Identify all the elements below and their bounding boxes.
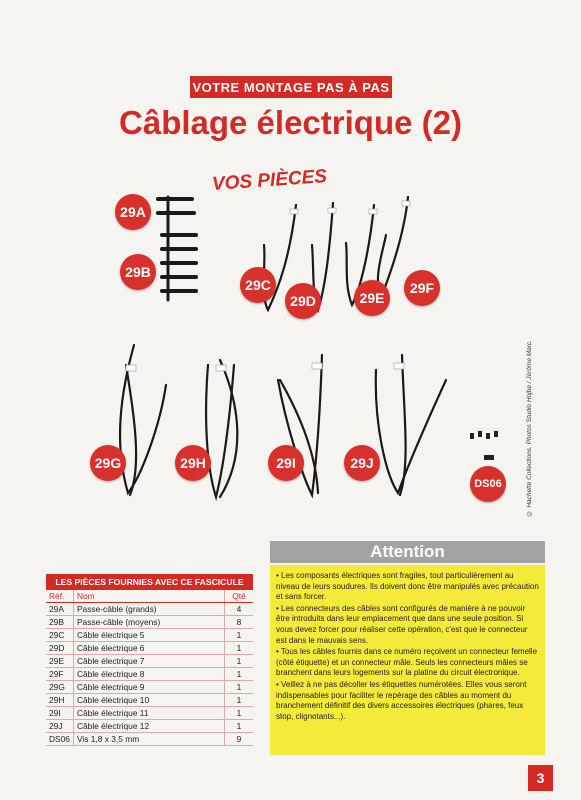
row-name: Câble électrique 11: [73, 707, 224, 720]
column-header-ref: Réf.: [46, 590, 73, 603]
table-row: [46, 681, 253, 694]
piece-label-29a: 29A: [115, 194, 151, 230]
photo-credit: © Hachette Collections. Photos Studio Hojbe / Jérôme Marc.: [526, 340, 533, 517]
pieces-heading: VOS PIÈCES: [211, 166, 328, 195]
attention-heading: Attention: [270, 541, 545, 563]
row-qty: 1: [225, 642, 254, 655]
row-ref: 29B: [46, 616, 73, 629]
row-ref: 29C: [46, 629, 73, 642]
row-name: Câble électrique 9: [73, 681, 224, 694]
row-ref: 29J: [46, 720, 73, 733]
page-title: Câblage électrique (2): [119, 104, 462, 141]
table-row: [46, 707, 253, 720]
row-ref: 29F: [46, 668, 73, 681]
parts-table-header: [46, 590, 253, 603]
piece-label-29f: 29F: [404, 270, 440, 306]
row-ref: 29H: [46, 694, 73, 707]
row-ref: 29E: [46, 655, 73, 668]
piece-label-ds06: DS06: [470, 466, 506, 502]
row-qty: 1: [225, 720, 254, 733]
attention-paragraph: • Les connecteurs des câbles sont configurés de manière à ne pouvoir être introduits dans leur emplacement que dans une seule position. Si vous devez forcer pour réaliser cette opération, c'est que le connecteur est dans le mauvais sens.: [276, 603, 528, 645]
attention-box: [270, 565, 545, 755]
row-name: Passe-câble (moyens): [73, 616, 224, 629]
piece-label-29b: 29B: [120, 254, 156, 290]
table-row: [46, 642, 253, 655]
row-ref: 29A: [46, 603, 73, 616]
row-qty: 8: [225, 616, 254, 629]
column-header-name: Nom: [73, 590, 224, 603]
table-row: [46, 616, 253, 629]
row-qty: 1: [225, 694, 254, 707]
row-ref: 29D: [46, 642, 73, 655]
row-name: Passe-câble (grands): [73, 603, 224, 616]
row-name: Câble électrique 8: [73, 668, 224, 681]
row-qty: 1: [225, 655, 254, 668]
section-banner: VOTRE MONTAGE PAS À PAS: [190, 76, 392, 98]
piece-label-29g: 29G: [90, 445, 126, 481]
row-qty: 1: [225, 681, 254, 694]
attention-paragraph: • Les composants électriques sont fragiles, tout particulièrement au niveau de leurs soudures. Ils doivent donc être manipulés avec précaution et sans forcer.: [276, 571, 539, 602]
row-qty: 4: [225, 603, 254, 616]
piece-label-29c: 29C: [240, 267, 276, 303]
row-qty: 1: [225, 629, 254, 642]
piece-label-29h: 29H: [175, 445, 211, 481]
row-name: Câble électrique 10: [73, 694, 224, 707]
column-header-qty: Qté: [225, 590, 254, 603]
attention-paragraph: • Veillez à ne pas décoller les étiquettes numérotées. Elles vous seront indispensables pour faciliter le repérage des câbles au moment du branchement définitif des divers accessoires électriques (phares, feux stop, clignotants...).: [276, 679, 527, 721]
table-row: [46, 668, 253, 681]
row-qty: 9: [225, 733, 254, 746]
row-name: Câble électrique 5: [73, 629, 224, 642]
table-row: [46, 655, 253, 668]
row-name: Vis 1,8 x 3,5 mm: [73, 733, 224, 746]
parts-photo: [90, 175, 520, 520]
table-row: [46, 603, 253, 616]
row-qty: 1: [225, 707, 254, 720]
row-ref: 29G: [46, 681, 73, 694]
row-ref: DS06: [46, 733, 73, 746]
table-row: [46, 629, 253, 642]
attention-paragraph: • Tous les câbles fournis dans ce numéro reçoivent un connecteur femelle (côté étiquette) et un connecteur mâle. Seuls les connecteurs mâles se branchent dans leurs logements sur la platine du circuit électronique.: [276, 647, 538, 678]
row-name: Câble électrique 7: [73, 655, 224, 668]
table-row: [46, 694, 253, 707]
table-row: [46, 733, 253, 746]
piece-label-29e: 29E: [354, 280, 390, 316]
parts-table-title: LES PIÈCES FOURNIES AVEC CE FASCICULE: [46, 574, 253, 590]
row-name: Câble électrique 12: [73, 720, 224, 733]
row-name: Câble électrique 6: [73, 642, 224, 655]
piece-label-29j: 29J: [344, 445, 380, 481]
row-qty: 1: [225, 668, 254, 681]
table-row: [46, 720, 253, 733]
row-ref: 29I: [46, 707, 73, 720]
piece-label-29i: 29I: [268, 445, 304, 481]
page-number: 3: [528, 765, 553, 791]
parts-table: [46, 574, 253, 746]
piece-label-29d: 29D: [285, 283, 321, 319]
